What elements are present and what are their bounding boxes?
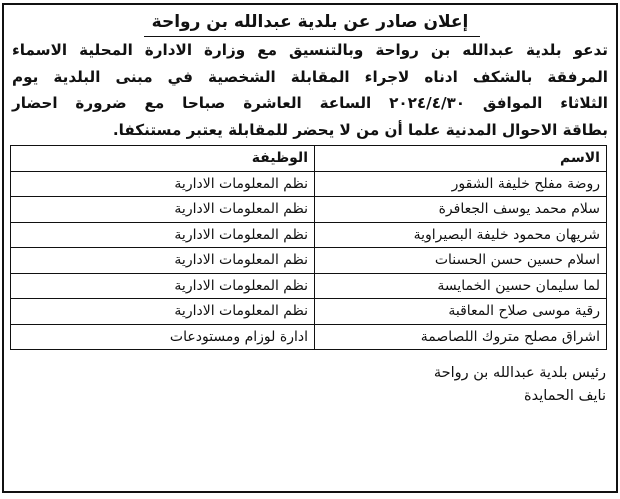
table-row [11,222,607,248]
candidate-name: روضة مفلح خليفة الشقور [315,171,607,197]
table-row [11,248,607,274]
table-row [11,299,607,325]
candidate-job: نظم المعلومات الادارية [11,222,315,248]
announcement-notice [2,3,618,493]
candidate-name: لما سليمان حسين الخمايسة [315,273,607,299]
table-header-row [11,146,607,172]
candidate-name: اشراق مصلح متروك اللصاصمة [315,324,607,350]
signature-block [4,362,606,408]
table-row [11,273,607,299]
job-column-header: الوظيفة [11,146,315,172]
candidate-name: اسلام حسين حسن الحسنات [315,248,607,274]
body-line: المرفقة بالشكف ادناه لاجراء المقابلة الشخصية في مبنى البلدية يوم [12,67,608,86]
candidate-job: نظم المعلومات الادارية [11,299,315,325]
candidates-table [10,145,607,350]
signatory-name: نايف الحمايدة [524,388,606,404]
table-row [11,197,607,223]
candidate-job: ادارة لوزام ومستودعات [11,324,315,350]
body-line: تدعو بلدية عبدالله بن رواحة وبالتنسيق مع وزارة الادارة المحلية الاسماء [12,41,608,59]
candidate-name: شريهان محمود خليفة البصيراوية [315,222,607,248]
candidate-job: نظم المعلومات الادارية [11,248,315,274]
candidate-name: رقية موسى صلاح المعاقبة [315,299,607,325]
table-row [11,324,607,350]
body-line: بطاقة الاحوال المدنية علما أن من لا يحضر للمقابلة يعتبر مستنكفا. [112,120,608,139]
candidate-job: نظم المعلومات الادارية [11,197,315,223]
signatory-role: رئيس بلدية عبدالله بن رواحة [433,365,606,381]
candidate-job: نظم المعلومات الادارية [11,171,315,197]
title-underline [144,36,480,37]
announcement-title: إعلان صادر عن بلدية عبدالله بن رواحة [151,12,469,32]
announcement-body [12,37,608,143]
table-row [11,171,607,197]
name-column-header: الاسم [315,146,607,172]
candidate-job: نظم المعلومات الادارية [11,273,315,299]
body-line: الثلاثاء الموافق ٢٠٢٤/٤/٣٠ الساعة العاشرة صباحا مع ضرورة احضار [12,94,609,112]
candidate-name: سلام محمد يوسف الجعافرة [315,197,607,223]
